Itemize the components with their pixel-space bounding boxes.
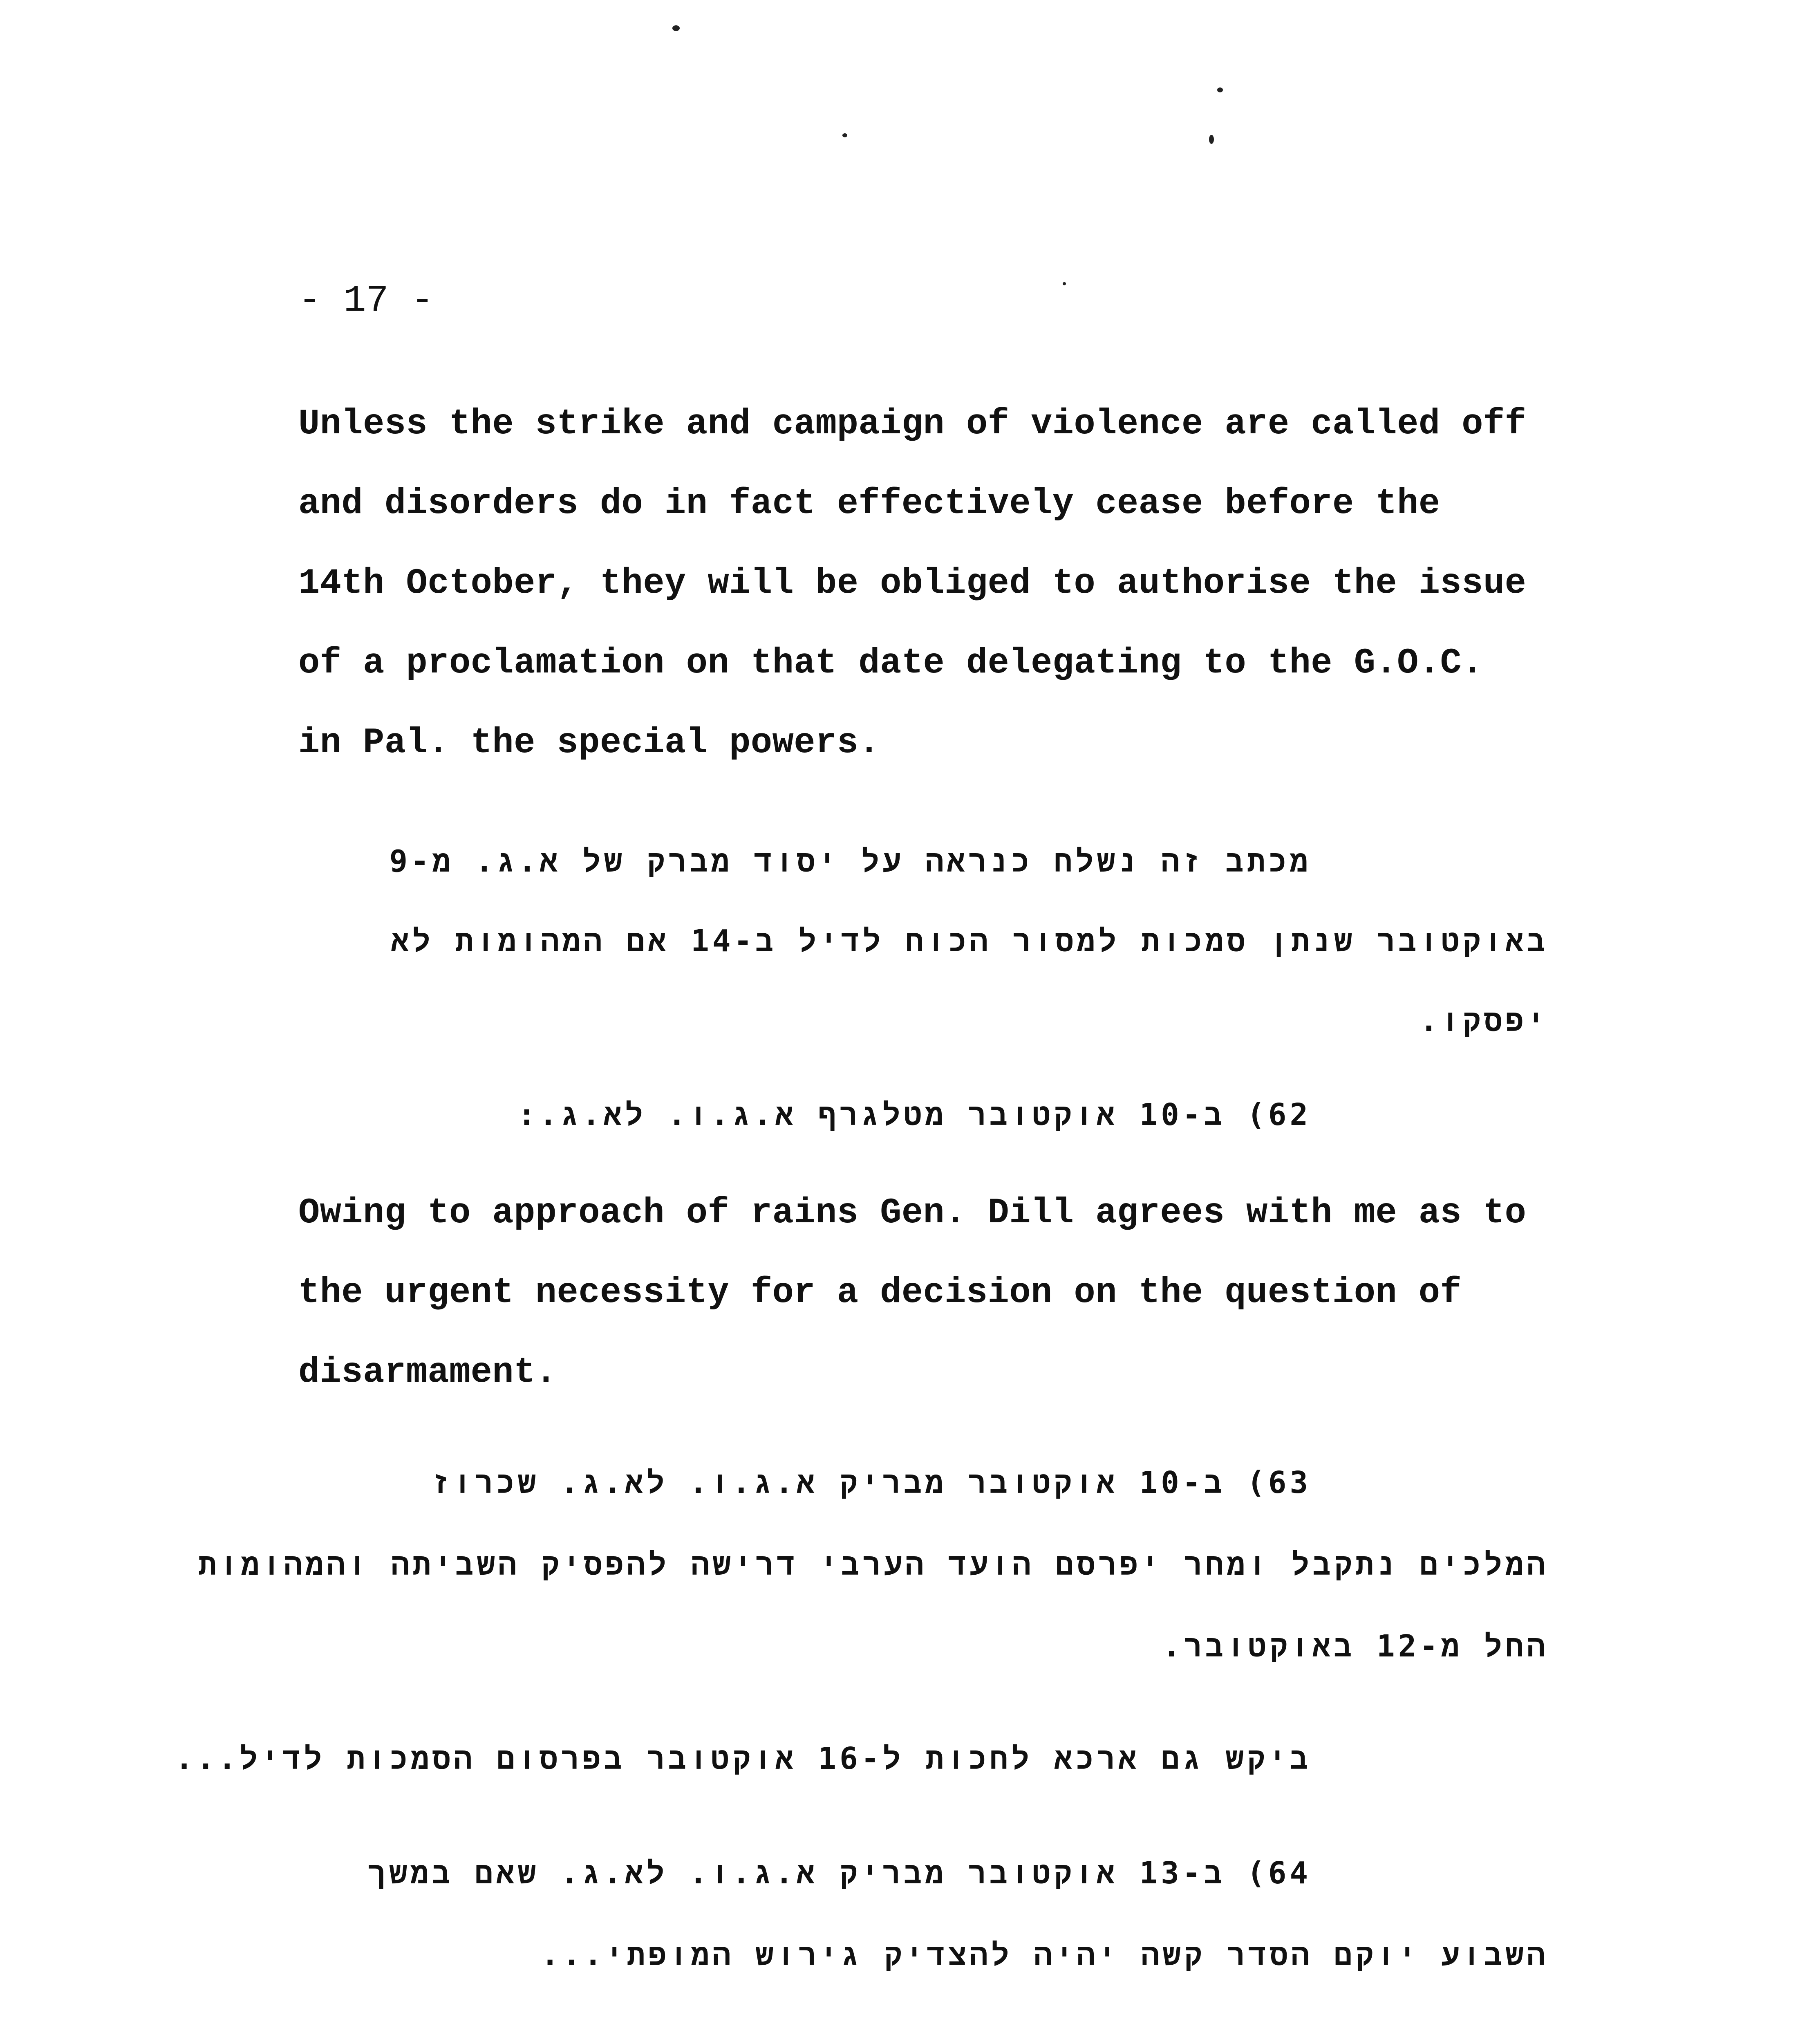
- paragraph-1-line: in Pal. the special powers.: [298, 723, 880, 763]
- paragraph-1-line: and disorders do in fact effectively cease before the: [298, 484, 1440, 524]
- paragraph-2-line: Owing to approach of rains Gen. Dill agrees with me as to: [298, 1193, 1527, 1233]
- scan-speck: [672, 25, 680, 31]
- item-63-line: החל מ-12 באוקטובר.: [1162, 1629, 1548, 1664]
- hebrew-block-1-line: מכתב זה נשלח כנראה על יסוד מברק של א.ג. מ-9: [389, 844, 1311, 879]
- scan-speck: [1209, 135, 1214, 144]
- item-64-line: 64) ב-13 אוקטובר מבריק א.ג.ו. לא.ג. שאם במשך: [367, 1856, 1311, 1891]
- item-62-heading: 62) ב-10 אוקטובר מטלגרף א.ג.ו. לא.ג.:: [517, 1097, 1311, 1132]
- hebrew-extra-line: ביקש גם ארכא לחכות ל-16 אוקטובר בפרסום הסמכות לדיל...: [175, 1741, 1311, 1776]
- item-63-line: 63) ב-10 אוקטובר מבריק א.ג.ו. לא.ג. שכרוז: [432, 1465, 1311, 1500]
- hebrew-block-1-line: יפסקו.: [1419, 1003, 1548, 1038]
- item-63-line: המלכים נתקבל ומחר יפרסם הועד הערבי דרישה להפסיק השביתה והמהומות: [198, 1547, 1548, 1582]
- scan-speck: [1217, 87, 1223, 92]
- scan-speck: [842, 133, 847, 137]
- item-64-line: השבוע יוקם הסדר קשה יהיה להצדיק גירוש המופתי...: [541, 1937, 1548, 1972]
- hebrew-block-1-line: באוקטובר שנתן סמכות למסור הכוח לדיל ב-14 אם המהומות לא: [391, 923, 1548, 959]
- paragraph-1-line: Unless the strike and campaign of violence are called off: [298, 404, 1527, 444]
- paragraph-2-line: disarmament.: [298, 1353, 557, 1393]
- paragraph-2-line: the urgent necessity for a decision on the question of: [298, 1273, 1462, 1313]
- page-number: - 17 -: [298, 279, 434, 322]
- scan-speck: [1063, 282, 1066, 285]
- paragraph-1-line: 14th October, they will be obliged to authorise the issue: [298, 564, 1527, 604]
- paragraph-1-line: of a proclamation on that date delegating to the G.O.C.: [298, 643, 1483, 684]
